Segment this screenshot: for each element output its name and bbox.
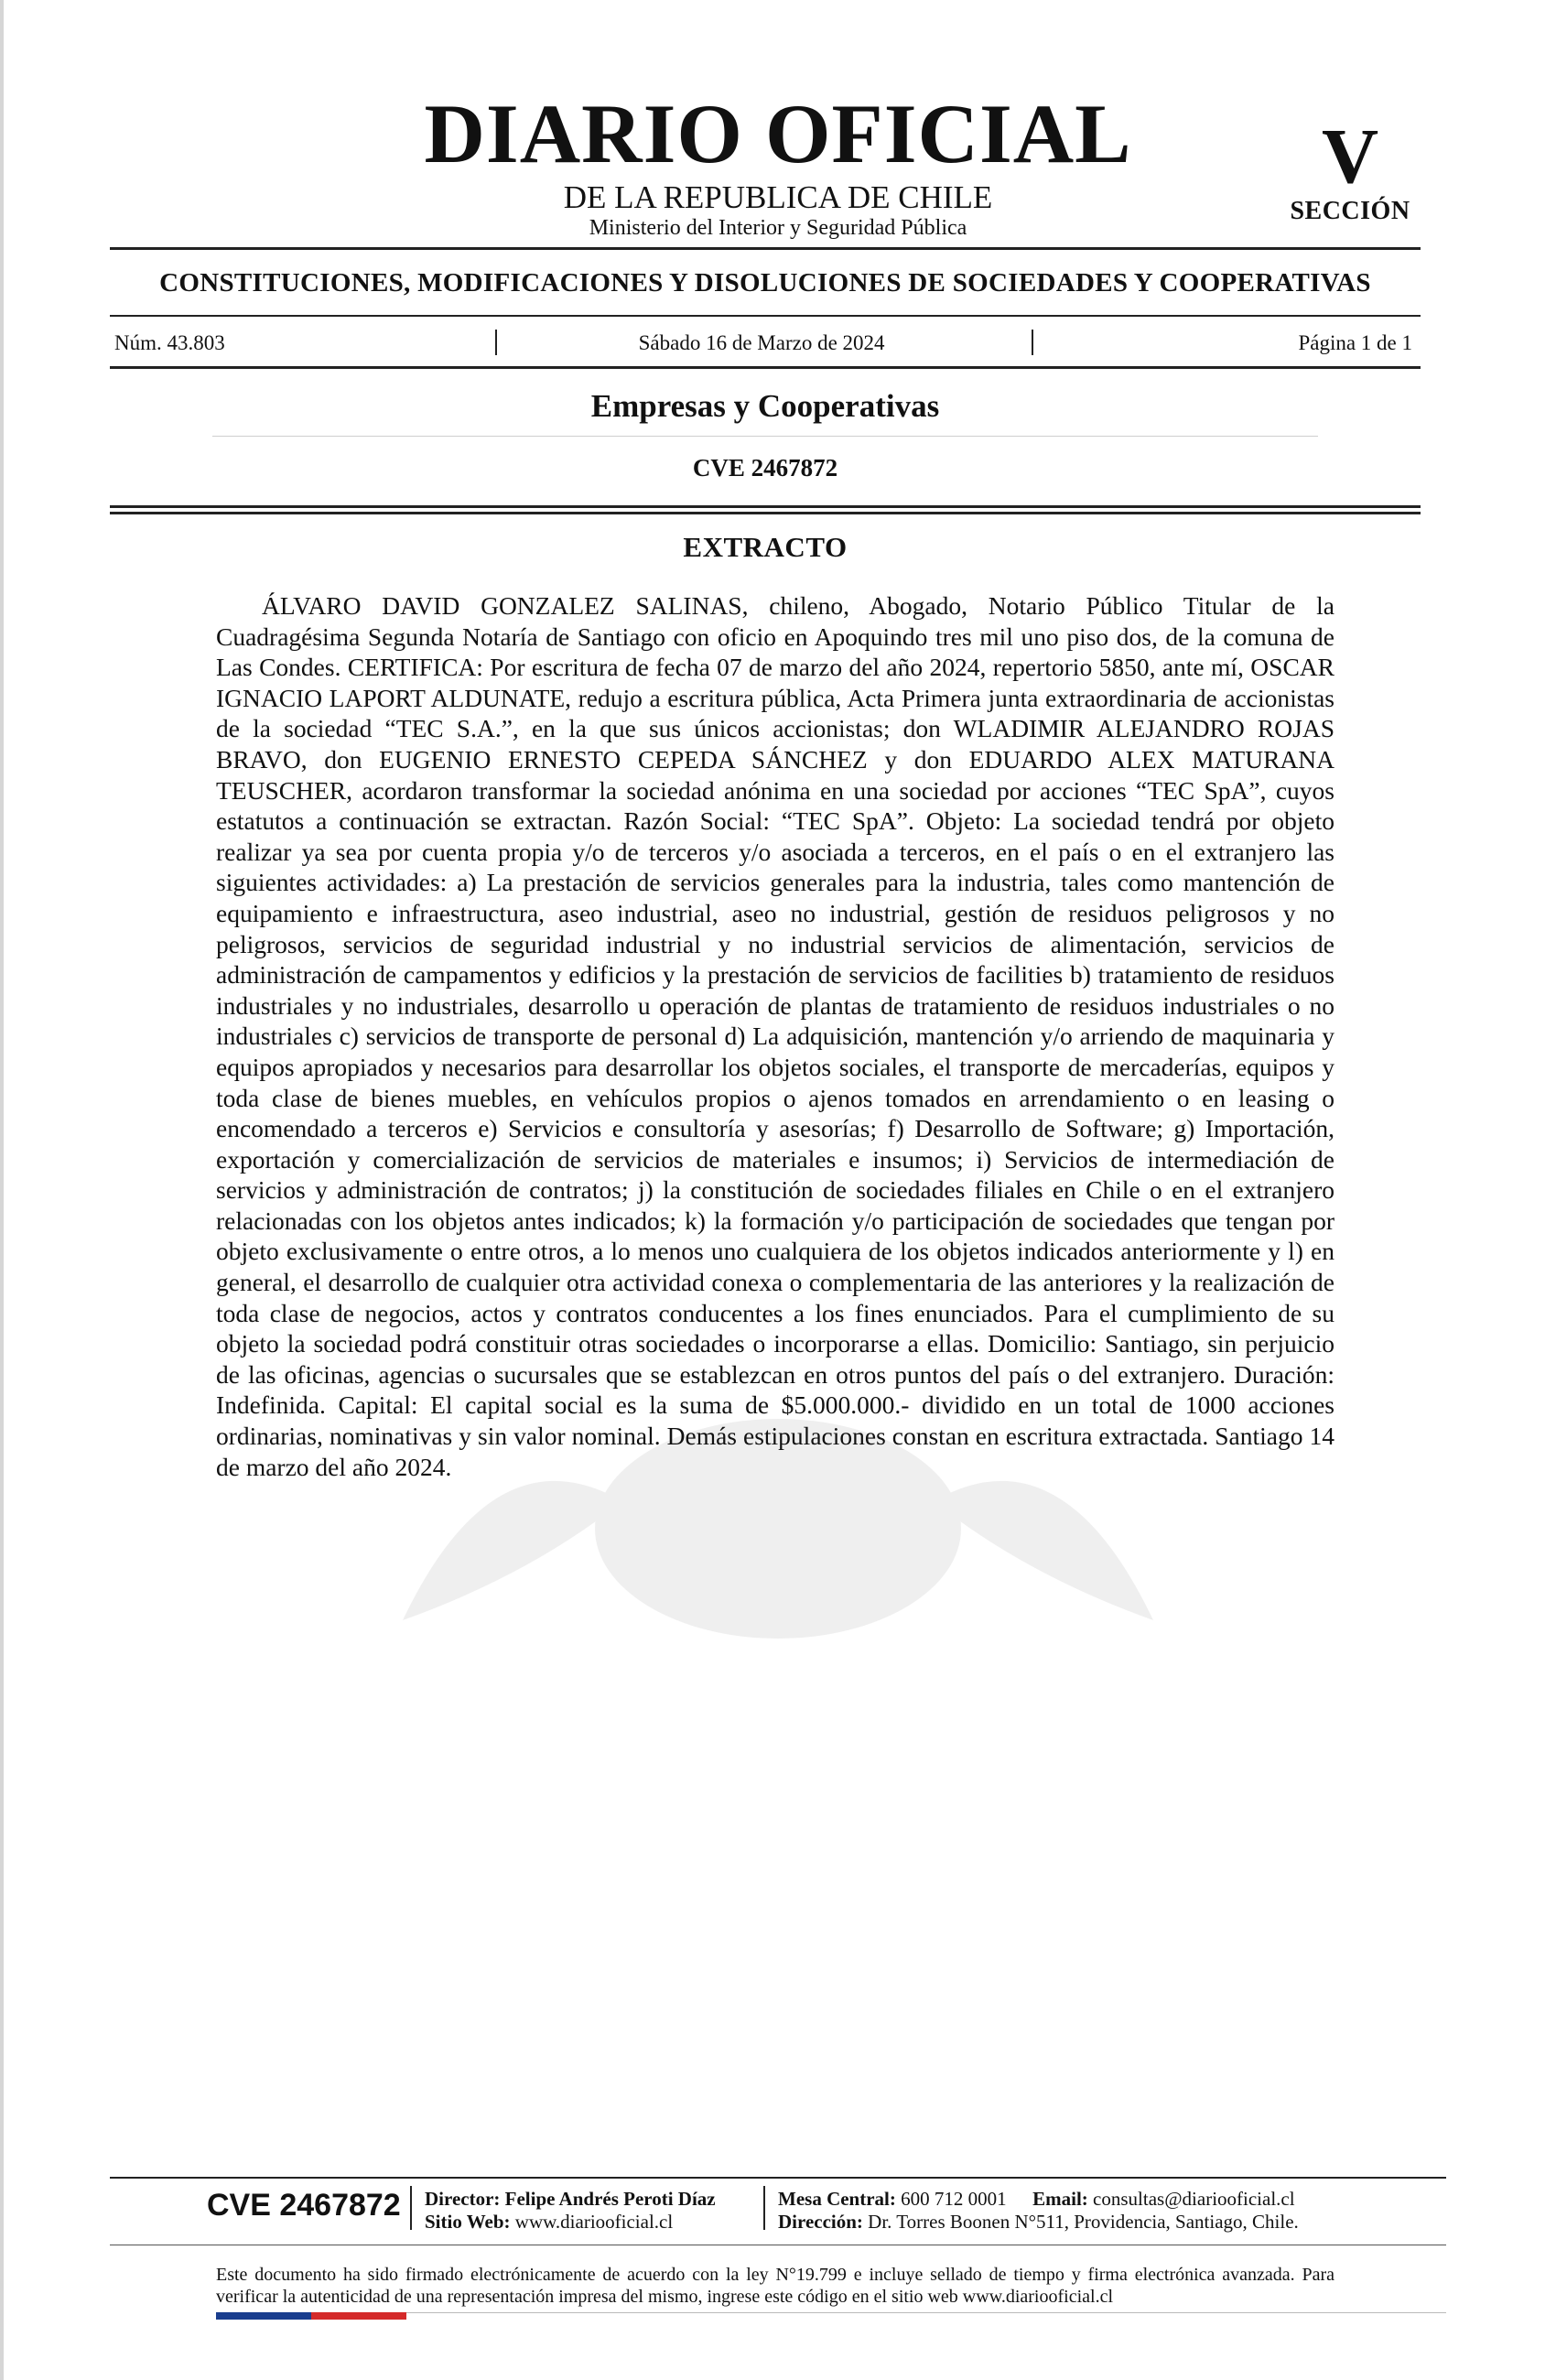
info-separator bbox=[495, 330, 497, 355]
website-label: Sitio Web: bbox=[425, 2211, 511, 2233]
ministry-line: Ministerio del Interior y Seguridad Pública bbox=[589, 215, 967, 240]
section-category: CONSTITUCIONES, MODIFICACIONES Y DISOLUCIONES DE SOCIEDADES Y COOPERATIVAS bbox=[159, 268, 1371, 298]
phone-number: 600 712 0001 bbox=[901, 2188, 1007, 2210]
footer-separator bbox=[763, 2186, 765, 2230]
email-label: Email: bbox=[1032, 2188, 1088, 2210]
header-rule-top bbox=[110, 247, 1421, 250]
extract-body: ÁLVARO DAVID GONZALEZ SALINAS, chileno, Abogado, Notario Público Titular de la Cuadragésima Segunda Notaría de Santiago con oficio en Apoquindo tres mil uno piso dos, de la comuna de Las Condes. CERTIFICA: Por escritura de fecha 07 de marzo del año 2024, repertorio 5850, ante mí, OSCAR IGNACIO LAPORT ALDUNATE, redujo a escritura pública, Acta Primera junta extraordinaria de accionistas de la sociedad “TEC S.A.”, en la que sus únicos accionistas; don WLADIMIR ALEJANDRO ROJAS BRAVO, don EUGENIO ERNESTO CEPEDA SÁNCHEZ y don EDUARDO ALEX MATURANA TEUSCHER, acordaron transformar la sociedad anónima en una sociedad por acciones “TEC SpA”, cuyos estatutos a continuación se extractan. Razón Social: “TEC SpA”. Objeto: La sociedad tendrá por objeto realizar ya sea por cuenta propia y/o de terceros y/o asociada a terceros, en el país o en el extranjero las siguientes actividades: a) La prestación de servicios generales para la industria, tales como mantención de equipamiento e infraestructura, aseo industrial, aseo no industrial, gestión de residuos peligrosos y no peligrosos, servicios de seguridad industrial y no industrial servicios de alimentación, servicios de administración de campamentos y edificios y la prestación de servicios de facilities b) tratamiento de residuos industriales y no industriales, desarrollo u operación de plantas de tratamiento de residuos industriales o no industriales c) servicios de transporte de personal d) La adquisición, mantención y/o arriendo de maquinaria y equipos apropiados y necesarios para desarrollar los objetos sociales, el transporte de mercaderías, equipos y toda clase de bienes muebles, en vehículos propios o ajenos tomados en arrendamiento o en leasing o encomendado a terceros e) Servicios e consultoría y asesorías; f) Desarrollo de Software; g) Importación, exportación y comercialización de servicios de materiales e insumos; i) Servicios de intermediación de servicios y administración de contratos; j) la constitución de sociedades filiales en Chile o en el extranjero relacionadas con los objetos antes indicados; k) la formación y/o participación de sociedades que tengan por objeto exclusivamente o entre otros, a lo menos uno cualquiera de los objetos indicados anteriormente y l) en general, el desarrollo de cualquier otra actividad conexa o complementaria de las anteriores y la realización de toda clase de negocios, actos y contratos conducentes a los fines enunciados. Para el cumplimiento de su objeto la sociedad podrá constituir otras sociedades o incorporarse a ellas. Domicilio: Santiago, sin perjuicio de las oficinas, agencias o sucursales que se establezcan en otros puntos del país o del extranjero. Duración: Indefinida. Capital: El capital social es la suma de $5.000.000.- dividido en un total de 1000 acciones ordinarias, nominativas y sin valor nominal. Demás estipulaciones constan en escritura extractada. Santiago 14 de marzo del año 2024. bbox=[216, 591, 1334, 1481]
page-count: Página 1 de 1 bbox=[1298, 331, 1412, 354]
flag-stripe-blue bbox=[216, 2312, 311, 2320]
issue-number: Núm. 43.803 bbox=[114, 331, 225, 354]
masthead bbox=[320, 87, 1236, 242]
document-heading: EXTRACTO bbox=[683, 531, 848, 563]
phone-label: Mesa Central: bbox=[778, 2188, 896, 2210]
section-label: SECCIÓN bbox=[1290, 197, 1410, 226]
section-letter: V bbox=[1321, 112, 1379, 200]
info-separator bbox=[1032, 330, 1033, 355]
footer-separator bbox=[410, 2186, 412, 2230]
header-rule-bottom bbox=[110, 366, 1421, 369]
cve-code: CVE 2467872 bbox=[692, 454, 838, 481]
issue-info-bar bbox=[114, 331, 1412, 355]
newspaper-title: DIARIO OFICIAL bbox=[424, 87, 1132, 180]
director-label: Director: bbox=[425, 2188, 501, 2210]
issue-date: Sábado 16 de Marzo de 2024 bbox=[638, 331, 885, 354]
flag-stripe-red bbox=[311, 2312, 406, 2320]
footer-cve-code: CVE 2467872 bbox=[207, 2188, 401, 2223]
newspaper-subtitle: DE LA REPUBLICA DE CHILE bbox=[563, 179, 993, 215]
footer-rule-end bbox=[406, 2312, 1446, 2313]
address-text: Dr. Torres Boonen N°511, Providencia, Santiago, Chile. bbox=[868, 2211, 1299, 2233]
director-name: Felipe Andrés Peroti Díaz bbox=[504, 2188, 716, 2210]
website-link[interactable]: www.diariooficial.cl bbox=[514, 2211, 674, 2233]
content-rule-2 bbox=[110, 512, 1421, 514]
publication-type: Empresas y Cooperativas bbox=[590, 388, 940, 424]
footer-rule-top bbox=[110, 2177, 1446, 2179]
publication-divider bbox=[212, 436, 1318, 437]
content-rule-1 bbox=[110, 505, 1421, 508]
email-address[interactable]: consultas@diariooficial.cl bbox=[1093, 2188, 1295, 2210]
header-rule-mid bbox=[110, 315, 1421, 317]
page-edge-shadow bbox=[0, 0, 4, 2380]
footer-contact-block bbox=[778, 2188, 1299, 2234]
footer-director-block bbox=[425, 2188, 716, 2234]
address-label: Dirección: bbox=[778, 2211, 863, 2233]
section-marker bbox=[1277, 112, 1423, 226]
signature-notice: Este documento ha sido firmado electrónicamente de acuerdo con la ley N°19.799 e incluye sellado de tiempo y firma electrónica avanzada. Para verificar la autenticidad de una representación impresa del mismo, ingrese este código en el sitio web www.diariooficial.cl bbox=[216, 2265, 1334, 2307]
